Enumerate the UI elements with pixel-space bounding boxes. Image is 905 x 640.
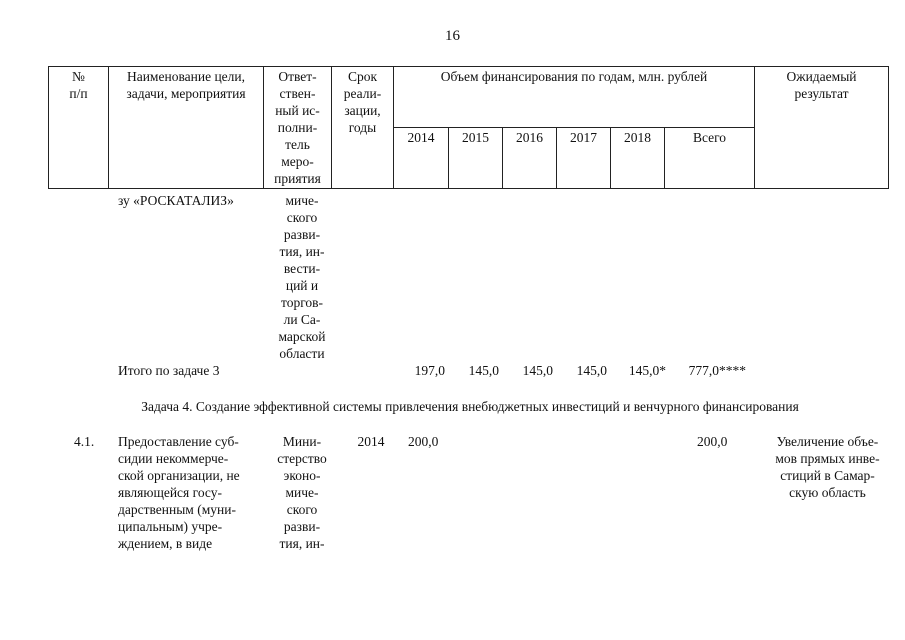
header-year: 2018 [611,128,665,189]
item-term: 2014 [357,434,385,449]
header-year: 2015 [449,128,503,189]
total-value-2017: 145,0 [576,363,607,378]
item-total: 200,0 [697,434,728,449]
header-year-total: Всего [665,128,755,189]
header-name: Наименование цели, задачи, мероприятия [109,67,264,189]
header-term: Срок реали- зации, годы [332,67,394,189]
page-number: 16 [445,28,460,44]
total-value-all: 777,0**** [688,363,746,378]
continuation-responsible: миче- ского разви- тия, ин- вести- ций и торгов- ли Са- марской области [278,193,326,361]
header-year: 2016 [503,128,557,189]
table-header [48,66,889,189]
header-responsible: Ответ- ствен- ный ис- полни- тель меро- приятия [264,67,332,189]
header-year: 2014 [394,128,449,189]
item-responsible: Мини- стерство эконо- миче- ского разви- тия, ин- [277,434,327,551]
item-number: 4.1. [74,434,95,449]
item-name: Предоставление суб- сидии некоммерче- ской организации, не являющейся госу- дарственным (муни- ципальным) учре- ждением, в виде [118,434,240,551]
total-value-2016: 145,0 [522,363,553,378]
header-funding: Объем финансирования по годам, млн. рублей [394,67,755,128]
task-title: Задача 4. Создание эффективной системы привлечения внебюджетных инвестиций и венчурного финансирования [141,399,799,414]
header-num: № п/п [49,67,109,189]
total-value-2014: 197,0 [414,363,445,378]
total-value-2018: 145,0* [628,363,666,378]
item-result: Увеличение объе- мов прямых инве- стиций в Самар- скую область [775,434,880,500]
continuation-name: зу «РОСКАТАЛИЗ» [118,193,234,208]
total-label: Итого по задаче 3 [118,363,220,378]
item-value-2014: 200,0 [408,434,439,449]
header-result: Ожидаемый результат [755,67,889,189]
header-year: 2017 [557,128,611,189]
total-value-2015: 145,0 [468,363,499,378]
